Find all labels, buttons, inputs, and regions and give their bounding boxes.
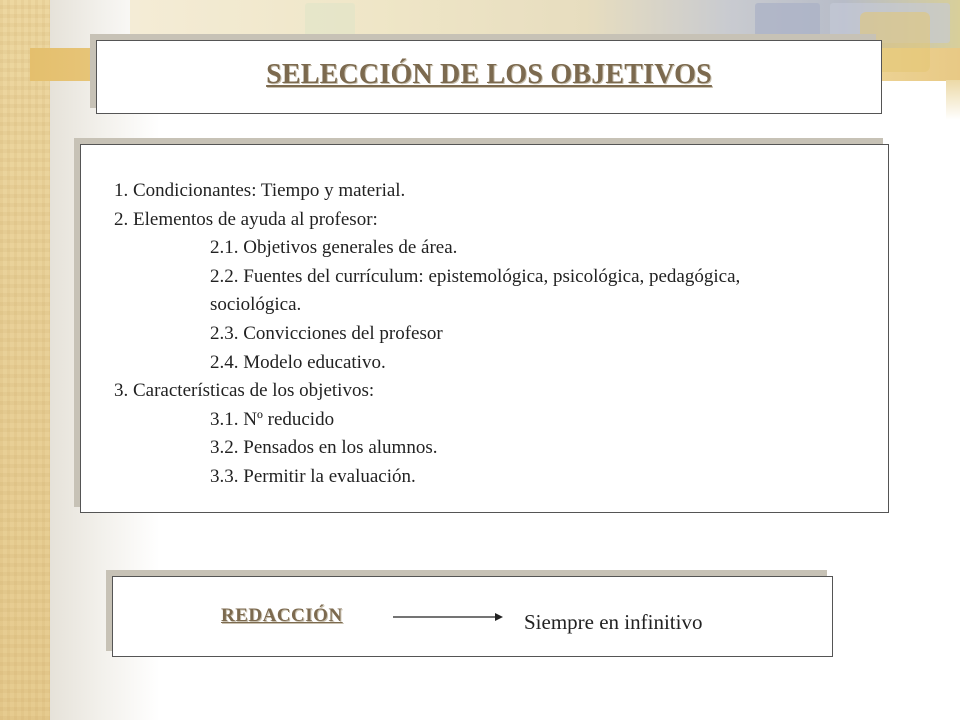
list-item: 1. Condicionantes: Tiempo y material. (114, 180, 406, 201)
list-subitem: 2.3. Convicciones del profesor (210, 322, 443, 344)
redaccion-text: Siempre en infinitivo (524, 610, 703, 634)
redaccion-label: REDACCIÓN (221, 605, 343, 626)
list-item: 3. Características de los objetivos: (114, 380, 375, 402)
content-box (80, 144, 889, 513)
list-subitem: 2.4. Modelo educativo. (210, 351, 386, 373)
list-subitem: 3.2. Pensados en los alumnos. (210, 437, 438, 459)
redaccion-box (112, 576, 833, 657)
objectives-list (114, 177, 894, 492)
arrow-right-icon (393, 611, 503, 623)
title-box (96, 40, 882, 114)
parchment-border (0, 0, 50, 720)
decorative-swatch (305, 3, 355, 43)
list-subitem: 3.3. Permitir la evaluación. (210, 465, 416, 487)
decorative-swatch (755, 3, 820, 43)
slide-title: SELECCIÓN DE LOS OBJETIVOS (266, 59, 712, 90)
list-subitem: 2.2. Fuentes del currículum: epistemológica, psicológica, pedagógica, (210, 265, 741, 287)
list-subitem: 3.1. Nº reducido (210, 408, 335, 430)
list-item: 2. Elementos de ayuda al profesor: (114, 208, 378, 230)
list-subitem: 2.1. Objetivos generales de área. (210, 237, 458, 259)
decorative-accent (946, 80, 960, 120)
list-subitem-continuation: sociológica. (210, 294, 302, 316)
